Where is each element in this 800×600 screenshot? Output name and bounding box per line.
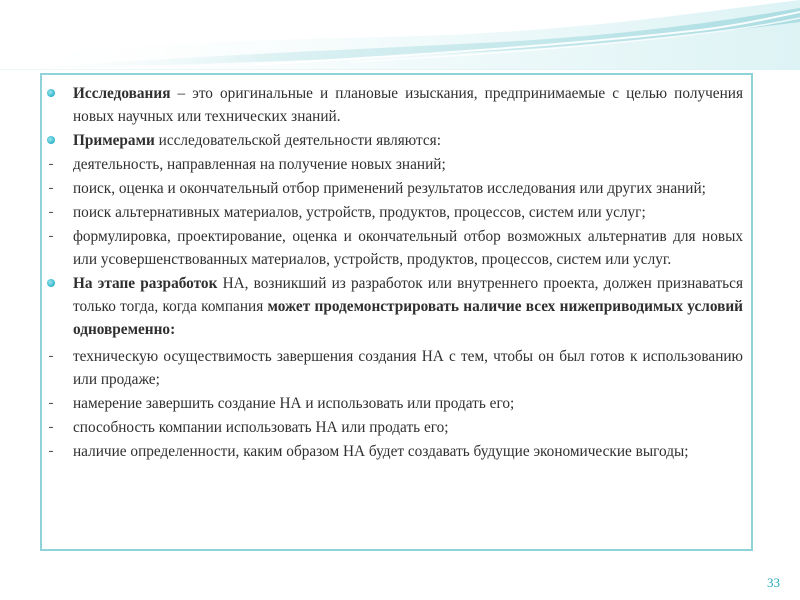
list-item-text: деятельность, направленная на получение новых знаний; [73, 156, 446, 173]
list-item-text: наличие определенности, каким образом НА будет создавать будущие экономические выгоды; [73, 443, 689, 460]
term-examples: Примерами [73, 132, 155, 149]
list-item-dash [48, 345, 743, 391]
development-conditions-emphasis: может продемонстрировать наличие всех нижеприводимых условий одновременно: [73, 298, 743, 338]
list-item-text: техническую осуществимость завершения создания НА с тем, чтобы он был готов к использованию или продаже; [73, 348, 743, 388]
research-definition-text: – это оригинальные и плановые изыскания, предпринимаемые с целью получения новых научных или технических знаний. [73, 85, 743, 125]
content-text-box [40, 73, 753, 551]
list-item-text: поиск, оценка и окончательный отбор применений результатов исследования или других знаний; [73, 180, 706, 197]
dash-marker: - [48, 228, 54, 244]
list-item-text: способность компании использовать НА или продать его; [73, 419, 449, 436]
list-item-dash [48, 440, 743, 463]
dash-marker: - [48, 204, 54, 220]
list-item-dash [48, 225, 743, 271]
list-item-dash [48, 416, 743, 439]
list-item-text: формулировка, проектирование, оценка и окончательный отбор возможных альтернатив для новых или усовершенствованных материалов, устройств, продуктов, процессов, систем или услуг. [73, 228, 743, 268]
list-item-development-stage [73, 272, 743, 341]
dash-marker: - [48, 348, 54, 364]
development-stage-text: НА, возникший из разработок или внутреннего проекта, должен признаваться только тогда, когда компания [73, 275, 743, 315]
examples-intro-text: исследовательской деятельности являются: [154, 132, 441, 149]
dash-marker: - [48, 443, 54, 459]
page-number: 33 [767, 575, 780, 590]
dash-marker: - [48, 395, 54, 411]
term-development-stage: На этапе разработок [73, 275, 218, 292]
header-wave-decoration [0, 0, 800, 70]
bullet-icon [47, 136, 55, 144]
term-research: Исследования [73, 85, 171, 102]
list-item-research-definition [73, 82, 743, 128]
list-item-dash [48, 392, 743, 415]
dash-marker: - [48, 419, 54, 435]
list-item-dash [48, 177, 743, 200]
list-item-text: намерение завершить создание НА и использовать или продать его; [73, 395, 515, 412]
dash-marker: - [48, 180, 54, 196]
list-item-dash [48, 201, 743, 224]
list-item-text: поиск альтернативных материалов, устройств, продуктов, процессов, систем или услуг; [73, 204, 646, 221]
bullet-icon [47, 89, 55, 97]
list-item-examples-intro [73, 129, 743, 152]
dash-marker: - [48, 156, 54, 172]
list-item-dash [48, 153, 743, 176]
bullet-icon [47, 279, 55, 287]
